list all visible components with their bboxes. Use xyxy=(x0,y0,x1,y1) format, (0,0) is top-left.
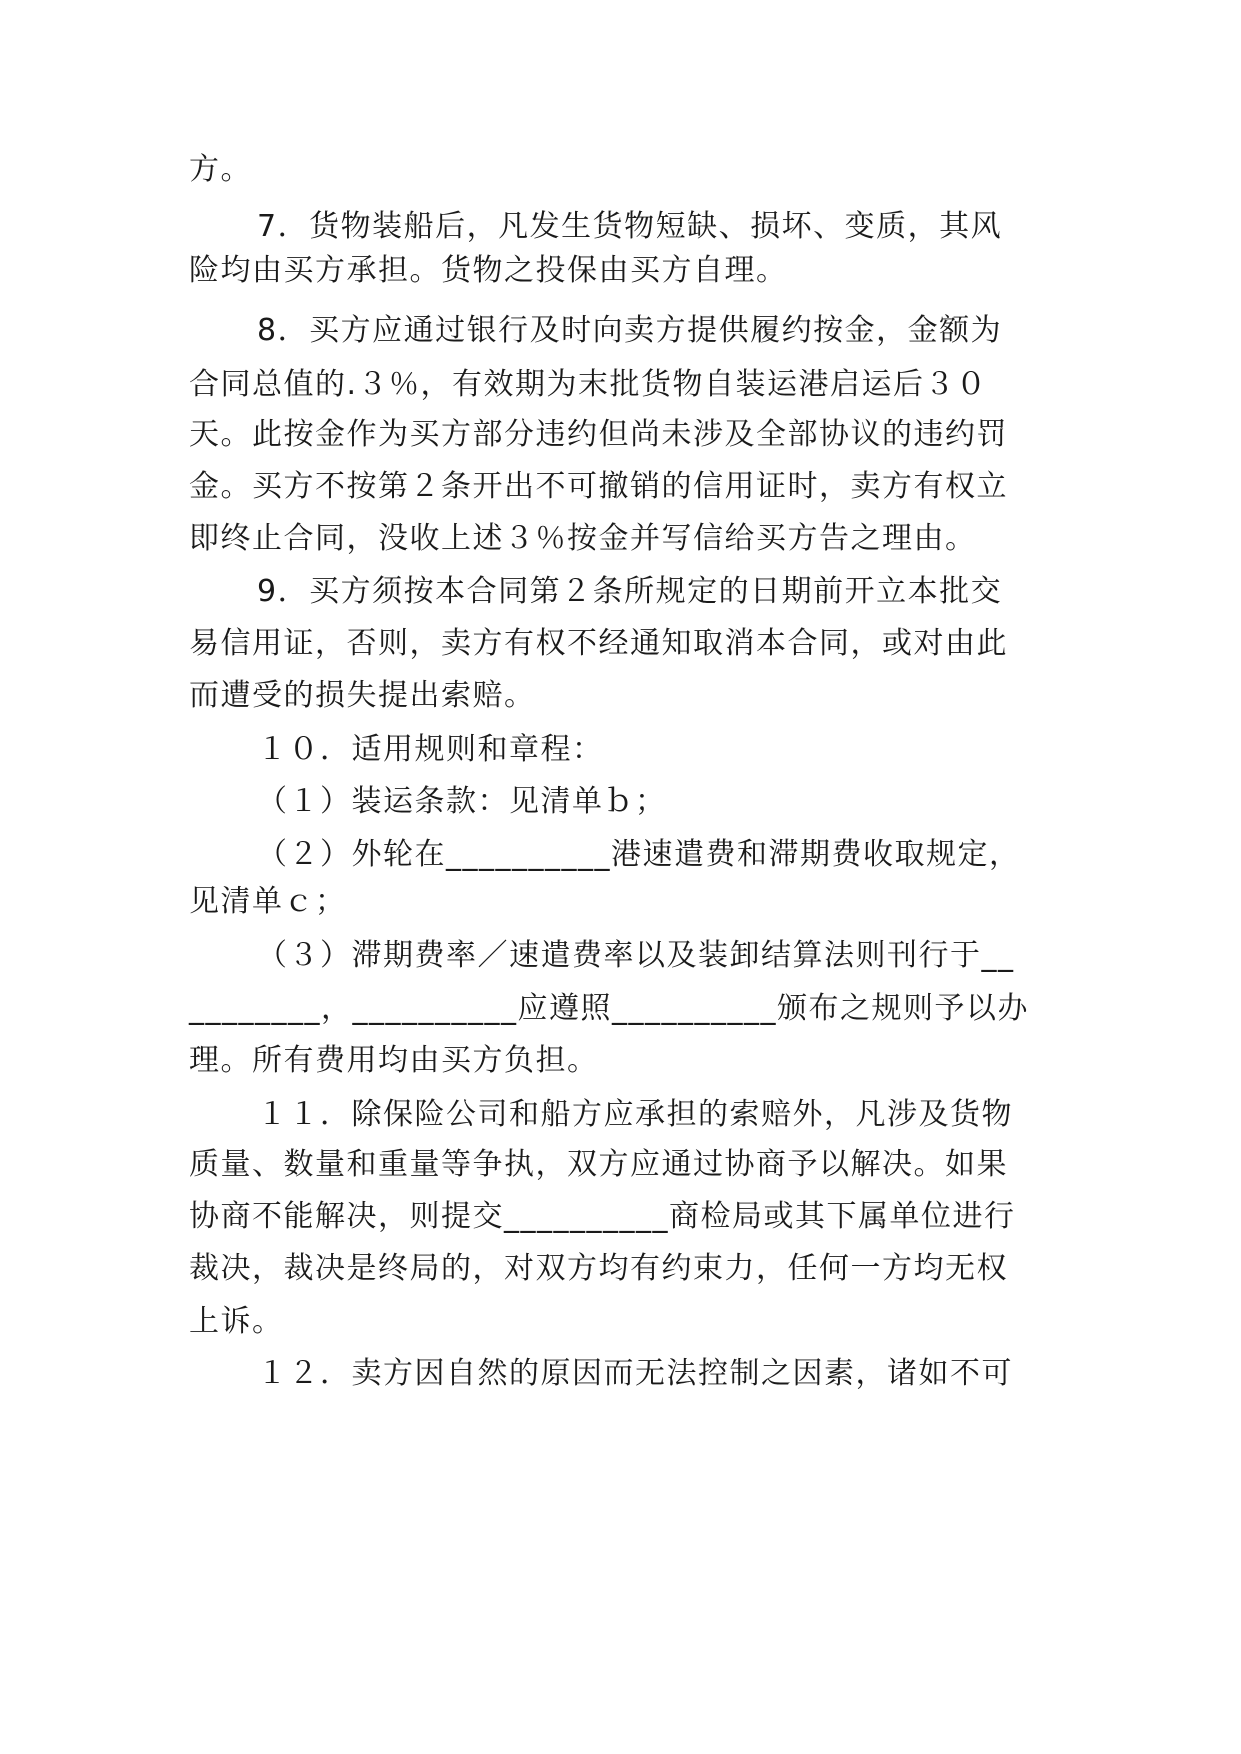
clause-12-line: １２．卖方因自然的原因而无法控制之因素，诸如不可 xyxy=(257,1356,1013,1391)
text-line: 即终止合同，没收上述３％按金并写信给买方告之理由。 xyxy=(189,521,977,556)
clause-10-heading: １０．适用规则和章程： xyxy=(257,732,604,767)
text-line: 天。此按金作为买方部分违约但尚未涉及全部协议的违约罚 xyxy=(189,417,1008,452)
text-line: 易信用证，否则，卖方有权不经通知取消本合同，或对由此 xyxy=(189,626,1008,661)
clause-11-line: １１．除保险公司和船方应承担的索赔外，凡涉及货物 xyxy=(257,1097,1013,1132)
text-line: 协商不能解决，则提交__________商检局或其下属单位进行 xyxy=(189,1199,1016,1234)
text-line: 金。买方不按第２条开出不可撤销的信用证时，卖方有权立 xyxy=(189,469,1008,504)
clause-7-line: 7．货物装船后，凡发生货物短缺、损坏、变质，其风 xyxy=(257,209,1003,244)
clause-10-item-3: （３）滞期费率／速遣费率以及装卸结算法则刊行于__ xyxy=(257,938,1015,973)
text-line: 险均由买方承担。货物之投保由买方自理。 xyxy=(189,253,788,288)
text-line: 裁决，裁决是终局的，对双方均有约束力，任何一方均无权 xyxy=(189,1251,1008,1286)
text-line: 方。 xyxy=(189,152,252,187)
text-line: 而遭受的损失提出索赔。 xyxy=(189,678,536,713)
clause-10-item-1: （１）装运条款：见清单ｂ； xyxy=(257,784,667,819)
text-line: 质量、数量和重量等争执，双方应通过协商予以解决。如果 xyxy=(189,1147,1008,1182)
clause-8-line: 8．买方应通过银行及时向卖方提供履约按金，金额为 xyxy=(257,313,1003,348)
text-line: 合同总值的.３％，有效期为末批货物自装运港启运后３０ xyxy=(189,367,988,402)
clause-10-item-2: （２）外轮在__________港速遣费和滞期费收取规定， xyxy=(257,837,1021,872)
text-line: 见清单ｃ； xyxy=(189,884,347,919)
text-line: ________，__________应遵照__________颁布之规则予以办 xyxy=(189,991,1029,1026)
clause-9-line: 9．买方须按本合同第２条所规定的日期前开立本批交 xyxy=(257,574,1003,609)
text-line: 理。所有费用均由买方负担。 xyxy=(189,1043,599,1078)
text-line: 上诉。 xyxy=(189,1304,284,1339)
